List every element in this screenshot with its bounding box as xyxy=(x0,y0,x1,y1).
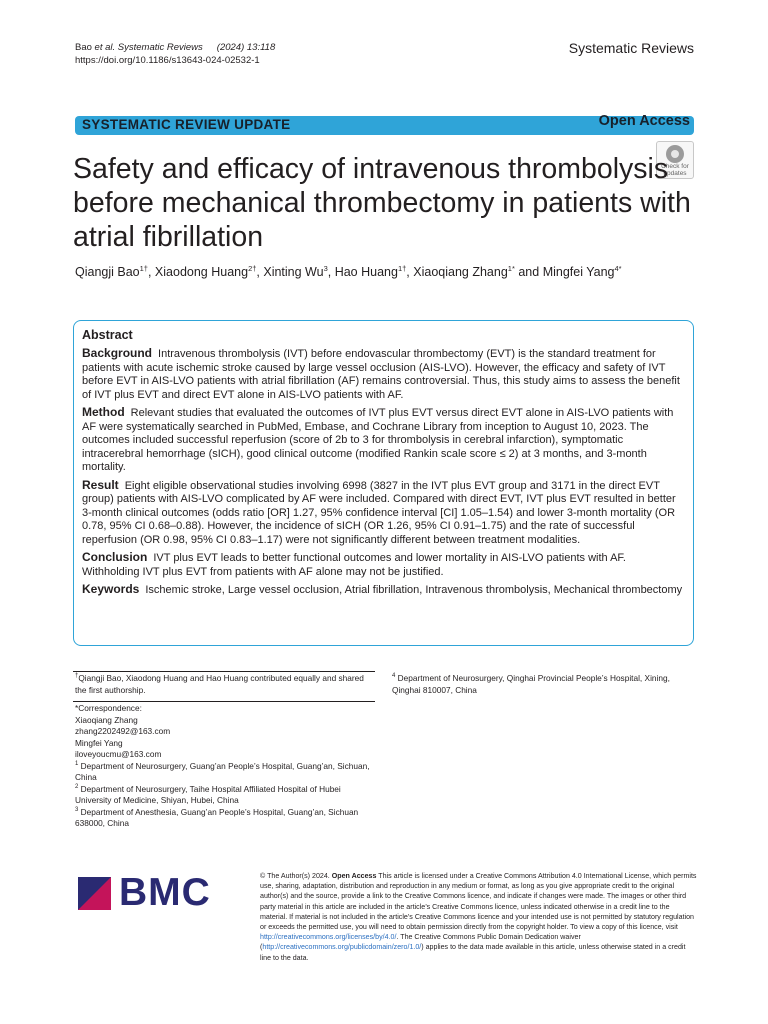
section-label: Conclusion xyxy=(82,550,148,564)
bmc-logo-mark-icon xyxy=(78,877,111,910)
section-text: Relevant studies that evaluated the outcomes of IVT plus EVT versus direct EVT alone in AIS-LVO patients with AF were systematically searched in PubMed, Embase, and Cochrane Library from inception to August 10, 2023. The outcomes included successful reperfusion (score of 2b to 3 for thrombolysis in cerebral infarction), symptomatic intracerebral hemorrhage (sICH), good clinical outcome (modified Rankin scale score ≤ 2) at 3 months, and 3-month mortality. xyxy=(82,407,674,473)
check-updates-line1: Check for xyxy=(661,163,689,170)
abstract-conclusion xyxy=(82,551,685,579)
correspondence-label: *Correspondence: xyxy=(75,703,142,713)
affiliation-marker: 1 xyxy=(75,760,79,767)
author-separator: , xyxy=(147,265,155,279)
license-statement xyxy=(260,871,698,963)
affiliation-item xyxy=(75,807,375,830)
affiliation-marker: 4 xyxy=(392,673,396,680)
license-prefix: © The Author(s) 2024. xyxy=(260,872,332,880)
author-name[interactable]: Xinting Wu xyxy=(263,265,324,279)
equal-contribution-note xyxy=(75,673,375,696)
author-name[interactable]: Hao Huang xyxy=(334,265,398,279)
license-link-cc-by[interactable]: http://creativecommons.org/licenses/by/4.0/ xyxy=(260,933,397,942)
abstract-method xyxy=(82,406,685,475)
author-separator: , xyxy=(406,265,414,279)
abstract-background xyxy=(82,347,685,402)
abstract-heading: Abstract xyxy=(82,328,133,342)
author-affiliation-marker: 3 xyxy=(323,263,328,273)
author-separator: , xyxy=(327,265,335,279)
correspondent-name: Mingfei Yang xyxy=(75,737,123,748)
section-label: Method xyxy=(82,405,125,419)
license-body: This article is licensed under a Creative Commons Attribution 4.0 International License, which permits use, sharing, adaptation, distribution and reproduction in any medium or format, as long as you give appropriate credit to the original author(s) and the source, provide a link to the Creative Commons licence, and indicate if changes were made. The images or other third party material in this article are included in the article’s Creative Commons licence, unless indicated otherwise in a credit line to the material. If material is not included in the article’s Creative Commons licence and your intended use is not permitted by statutory regulation or exceeds the permitted use, you will need to obtain permission directly from the copyright holder. To view a copy of this licence, visit xyxy=(260,872,697,932)
section-label: Result xyxy=(82,477,119,492)
footnote-text: Qiangji Bao, Xiaodong Huang and Hao Huang contributed equally and shared the first authorship. xyxy=(75,673,364,695)
author-separator: and xyxy=(514,265,543,279)
affiliation-marker: 3 xyxy=(75,806,79,813)
bmc-logo[interactable] xyxy=(78,871,213,915)
author-affiliation-marker: 1* xyxy=(507,263,515,273)
affiliation-marker: 2 xyxy=(75,783,79,790)
license-middle: . The Creative Commons Public Domain Dedication waiver ( xyxy=(260,933,581,952)
affiliation-item xyxy=(75,784,375,807)
author-affiliation-marker: 2† xyxy=(248,263,257,273)
citation-line xyxy=(75,41,275,54)
license-link-cc0[interactable]: http://creativecommons.org/publicdomain/zero/1.0/ xyxy=(262,943,422,952)
section-label: Keywords xyxy=(82,582,140,596)
article-type-banner xyxy=(75,113,694,135)
affiliation-text: Department of Neurosurgery, Guang’an People’s Hospital, Guang’an, Sichuan, China xyxy=(75,760,370,782)
article-type: SYSTEMATIC REVIEW UPDATE xyxy=(82,117,291,132)
doi-link[interactable]: https://doi.org/10.1186/s13643-024-02532-1 xyxy=(75,55,260,66)
license-open-access: Open Access xyxy=(331,872,377,880)
author-list xyxy=(75,265,715,279)
author-name[interactable]: Xiaodong Huang xyxy=(154,265,249,279)
section-text: Intravenous thrombolysis (IVT) before endovascular thrombectomy (EVT) is the standard treatment for patients with acute ischemic stroke caused by large vessel occlusion (AIS-LVO). However, the efficacy and safety of IVT before EVT in AIS-LVO patients with atrial fibrillation (AF) remains controversial. Thus, this study aims to assess the benefit of IVT plus EVT and direct EVT alone in AIS-LVO patients with AF. xyxy=(82,348,680,401)
citation-header xyxy=(75,41,275,67)
author-name[interactable]: Qiangji Bao xyxy=(75,265,140,279)
affiliation-4-note xyxy=(392,673,692,696)
abstract-keywords xyxy=(82,583,685,598)
footnote-rule-left xyxy=(73,671,375,672)
correspondent-email[interactable]: zhang2202492@163.com xyxy=(75,726,171,736)
citation-journal: et al. Systematic Reviews xyxy=(91,42,203,53)
affiliation-text: Department of Neurosurgery, Taihe Hospital Affiliated Hospital of Hubei University of Medicine, Shiyan, Hubei, China xyxy=(75,783,341,805)
footnote-marker: † xyxy=(75,673,79,680)
section-label: Background xyxy=(82,346,153,360)
correspondent-email[interactable]: iloveyoucmu@163.com xyxy=(75,749,162,759)
affiliation-text: Department of Neurosurgery, Qinghai Provincial People’s Hospital, Xining, Qinghai 810007, China xyxy=(392,673,670,695)
section-text: IVT plus EVT leads to better functional outcomes and lower mortality in AIS-LVO patients with AF. Withholding IVT plus EVT from patients with AF alone may not be justified. xyxy=(82,552,626,578)
bmc-logo-wordmark: BMC xyxy=(119,871,211,914)
abstract-box xyxy=(73,320,694,646)
author-affiliation-marker: 1† xyxy=(139,263,148,273)
check-updates-line2: updates xyxy=(663,170,687,177)
correspondent-name: Xiaoqiang Zhang xyxy=(75,714,138,725)
abstract-result xyxy=(82,479,685,548)
section-text: Eight eligible observational studies involving 6998 (3827 in the IVT plus EVT group and 3171 in the direct EVT group) patients with AIS-LVO complicated by AF were included. Compared with direct EVT, IVT plus EVT resulted in better 3-month clinical outcomes (odds ratio [OR] 1.27, 95% confidence interval [CI] 1.05–1.54) and lower 3-month mortality (OR 0.78, 95% CI 0.68–0.88). However, the incidence of sICH (OR 1.26, 95% CI 0.91–1.75) and the rate of successful reperfusion (OR 0.98, 95% CI 0.83–1.17) were not significantly different between treatment modalities. xyxy=(82,479,676,546)
citation-year-volume: (2024) 13:118 xyxy=(216,42,276,53)
author-affiliation-marker: 1† xyxy=(397,263,407,273)
author-affiliation-marker: 4* xyxy=(614,263,622,273)
author-name[interactable]: Xiaoqiang Zhang xyxy=(413,265,508,279)
citation-authors: Bao xyxy=(75,42,92,53)
affiliation-text: Department of Anesthesia, Guang’an People’s Hospital, Guang’an, Sichuan 638000, China xyxy=(75,806,359,828)
section-text: Ischemic stroke, Large vessel occlusion, Atrial fibrillation, Intravenous thrombolysis, Mechanical thrombectomy xyxy=(145,584,683,596)
journal-name: Systematic Reviews xyxy=(568,40,694,56)
author-name[interactable]: Mingfei Yang xyxy=(542,265,615,279)
correspondence-block xyxy=(75,703,375,830)
affiliation-item xyxy=(75,761,375,784)
footnote-rule-correspondence xyxy=(73,701,375,702)
open-access-label: Open Access xyxy=(598,113,690,129)
author-separator: , xyxy=(256,265,264,279)
article-title: Safety and efficacy of intravenous thrombolysis before mechanical thrombectomy in patients with atrial fibrillation xyxy=(73,153,691,253)
license-suffix: ) applies to the data made available in this article, unless otherwise stated in a credit line to the data. xyxy=(260,943,686,962)
